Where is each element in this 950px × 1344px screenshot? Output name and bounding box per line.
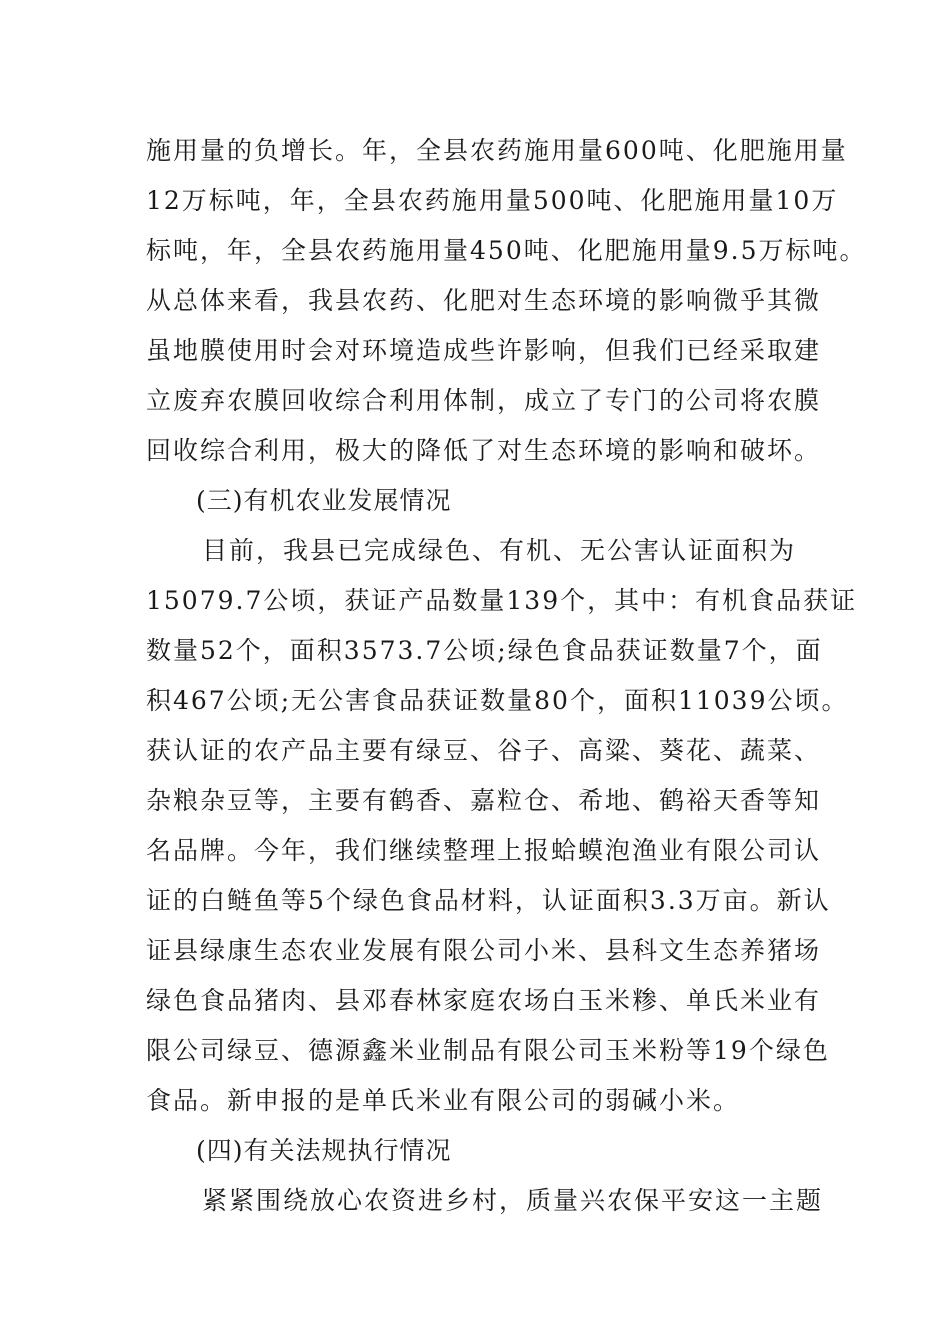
text-line: 紧紧围绕放心农资进乡村，质量兴农保平安这一主题 xyxy=(202,1186,824,1215)
text-line: 数量52个，面积3573.7公顷;绿色食品获证数量7个，面 xyxy=(146,636,823,665)
text-line: 从总体来看，我县农药、化肥对生态环境的影响微乎其微 xyxy=(146,286,822,315)
text-line: 证的白鲢鱼等5个绿色食品材料，认证面积3.3万亩。新认 xyxy=(146,886,831,915)
text-line: 虽地膜使用时会对环境造成些许影响，但我们已经采取建 xyxy=(146,336,822,365)
text-line: 标吨，年，全县农药施用量450吨、化肥施用量9.5万标吨。 xyxy=(146,236,867,265)
text-line: 目前，我县已完成绿色、有机、无公害认证面积为 xyxy=(202,536,797,565)
text-line: 绿色食品猪肉、县邓春林家庭农场白玉米糁、单氏米业有 xyxy=(146,986,822,1015)
document-body xyxy=(146,126,867,1226)
text-line: 15079.7公顷，获证产品数量139个，其中：有机食品获证 xyxy=(146,586,858,615)
text-line: 获认证的农产品主要有绿豆、谷子、高粱、葵花、蔬菜、 xyxy=(146,736,822,765)
section-heading: (三)有机农业发展情况 xyxy=(196,486,452,515)
text-line: 12万标吨，年，全县农药施用量500吨、化肥施用量10万 xyxy=(146,186,839,215)
text-line: 食品。新申报的是单氏米业有限公司的弱碱小米。 xyxy=(146,1086,741,1115)
text-line: 杂粮杂豆等，主要有鹤香、嘉粒仓、希地、鹤裕天香等知 xyxy=(146,786,822,815)
text-line: 施用量的负增长。年，全县农药施用量600吨、化肥施用量 xyxy=(146,136,848,165)
section-heading: (四)有关法规执行情况 xyxy=(196,1136,452,1165)
text-line: 立废弃农膜回收综合利用体制，成立了专门的公司将农膜 xyxy=(146,386,822,415)
text-line: 积467公顷;无公害食品获证数量80个，面积11039公顷。 xyxy=(146,686,849,715)
text-line: 名品牌。今年，我们继续整理上报蛤蟆泡渔业有限公司认 xyxy=(146,836,822,865)
text-line: 证县绿康生态农业发展有限公司小米、县科文生态养猪场 xyxy=(146,936,822,965)
text-line: 限公司绿豆、德源鑫米业制品有限公司玉米粉等19个绿色 xyxy=(146,1036,830,1065)
text-line: 回收综合利用，极大的降低了对生态环境的影响和破坏。 xyxy=(146,436,822,465)
